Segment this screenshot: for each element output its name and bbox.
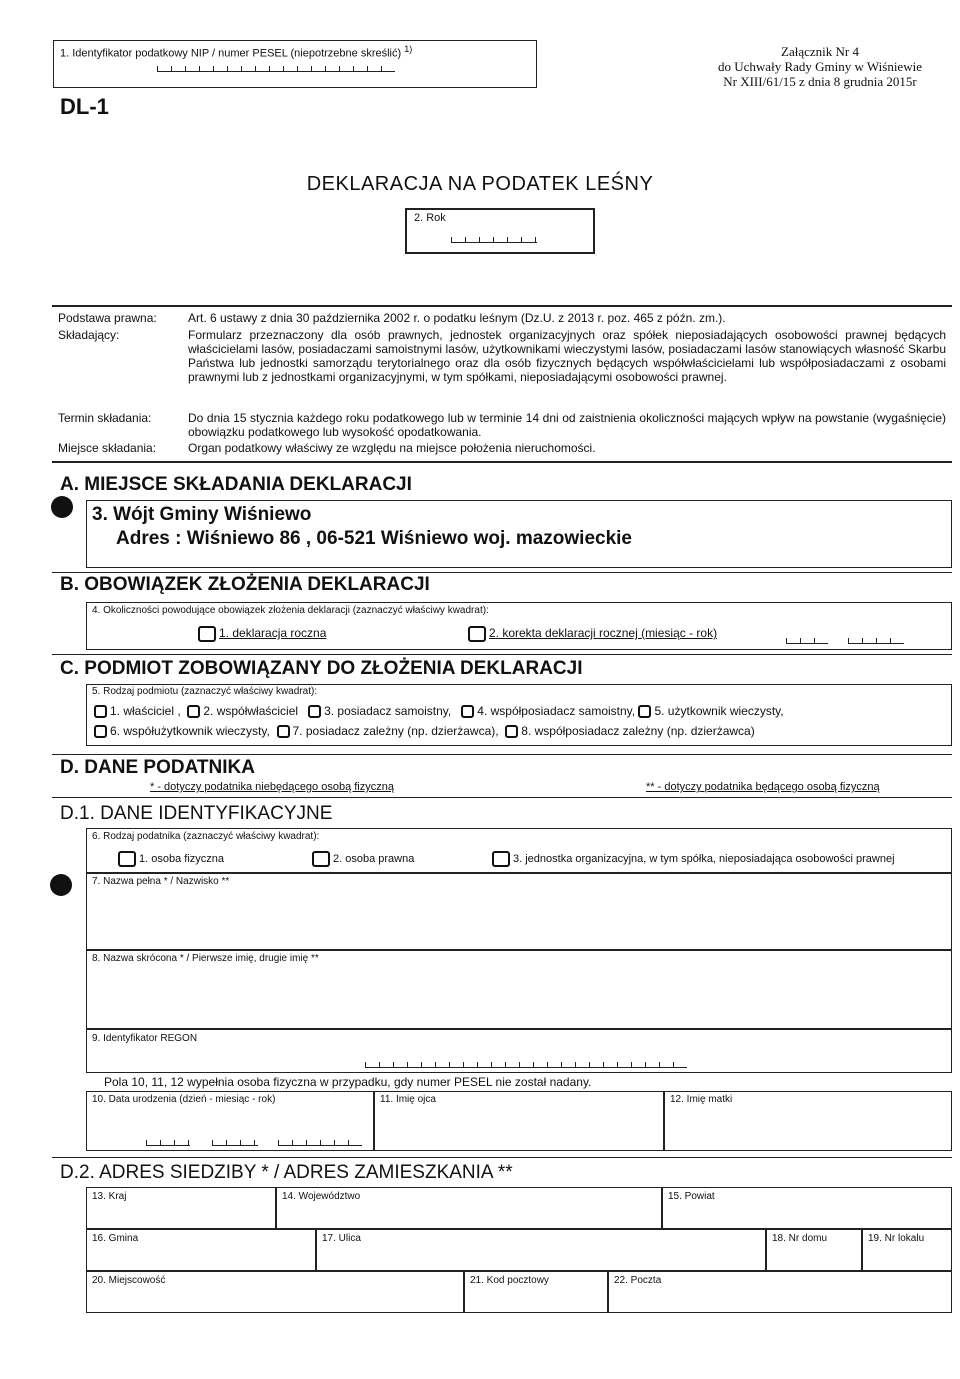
checkbox-owner[interactable] [94,705,107,718]
type-legal[interactable] [312,851,414,867]
nip-footnote: 1) [404,44,413,54]
page-title: DEKLARACJA NA PODATEK LEŚNY [306,173,654,195]
type-organization[interactable] [492,851,895,867]
checkbox-co-dependent-possessor[interactable] [505,725,518,738]
termin-text: Do dnia 15 stycznia każdego roku podatkowego lub w terminie 14 dni od zaistnienia okoliczności mających wpływ na powstanie (wygaśnięcie) obowiązku podatkowego lub wysokość opodatkowania. [188,411,946,439]
year-input[interactable] [451,237,537,243]
section-c-title: C. PODMIOT ZOBOWIĄZANY DO ZŁOŻENIA DEKLARACJI [60,658,583,679]
note-legal-person: * - dotyczy podatnika niebędącego osobą fizyczną [150,781,394,793]
miejsce-label: Miejsce składania: [58,441,157,455]
co-dependent-possessor-label: 8. współposiadacz zależny (np. dzierżawca) [521,724,755,738]
checkbox-possessor[interactable] [308,705,321,718]
legal-bottom-rule [52,461,952,463]
birth-day-input[interactable] [146,1140,190,1146]
section-b-title: B. OBOWIĄZEK ZŁOŻENIA DEKLARACJI [60,574,430,595]
field4-label: 4. Okoliczności powodujące obowiązek złożenia deklaracji (zaznaczyć właściwy kwadrat): [92,605,489,616]
field14-label: 14. Województwo [282,1191,361,1202]
field21-label: 21. Kod pocztowy [470,1275,549,1286]
organization-label: 3. jednostka organizacyjna, w tym spółka, nieposiadająca osobowości prawnej [513,852,895,865]
natural-person-label: 1. osoba fizyczna [139,852,224,865]
field8-label: 8. Nazwa skrócona * / Pierwsze imię, drugie imię ** [92,953,319,964]
field13-label: 13. Kraj [92,1191,127,1202]
nip-input[interactable] [157,66,395,72]
field17-label: 17. Ulica [322,1233,361,1244]
field11-label: 11. Imię ojca [380,1094,436,1105]
checkbox-annual[interactable] [198,626,216,642]
year-label: 2. Rok [414,212,446,224]
checkbox-correction[interactable] [468,626,486,642]
checkbox-co-perpetual-user[interactable] [94,725,107,738]
co-perpetual-user-label: 6. współużytkownik wieczysty, [110,724,270,738]
termin-label: Termin składania: [58,411,152,425]
d1-rule [52,797,952,798]
annex-note [700,44,940,89]
field6-label: 6. Rodzaj podatnika (zaznaczyć właściwy kwadrat): [92,831,320,842]
field17-box[interactable] [316,1229,766,1271]
option-correction-label: 2. korekta deklaracji rocznej (miesiąc - rok) [489,626,718,641]
correction-year-input[interactable] [848,638,904,644]
d2-title: D.2. ADRES SIEDZIBY * / ADRES ZAMIESZKANIA ** [60,1162,513,1183]
field20-label: 20. Miejscowość [92,1275,166,1286]
subject-row-2 [94,724,755,738]
checkbox-natural-person[interactable] [118,851,136,867]
podstawa-text: Art. 6 ustawy z dnia 30 października 2002 r. o podatku leśnym (Dz.U. z 2013 r. poz. 465 z późn. zm.). [188,311,726,325]
option-correction[interactable] [468,626,717,642]
field18-label: 18. Nr domu [772,1233,828,1244]
legal-top-rule [52,305,952,307]
section-a-title: A. MIEJSCE SKŁADANIA DEKLARACJI [60,474,412,495]
field5-label: 5. Rodzaj podmiotu (zaznaczyć właściwy kwadrat): [92,686,318,697]
section-d-rule [52,754,952,755]
office-name [92,504,311,526]
field9-label: 9. Identyfikator REGON [92,1033,198,1044]
punch-hole-icon [51,496,73,518]
annex-line-2: do Uchwały Rady Gminy w Wiśniewie [718,59,922,74]
co-possessor-label: 4. współposiadacz samoistny, [477,704,636,718]
section-b-rule [52,572,952,573]
subject-row-1 [94,704,784,718]
field22-label: 22. Poczta [614,1275,662,1286]
section-d-title: D. DANE PODATNIKA [60,757,255,778]
section-c-rule [52,654,952,655]
checkbox-dependent-possessor[interactable] [277,725,290,738]
option-annual-label: 1. deklaracja roczna [219,626,327,641]
birth-year-input[interactable] [278,1140,362,1146]
correction-month-input[interactable] [786,638,828,644]
annex-line-1: Załącznik Nr 4 [781,44,859,59]
miejsce-text: Organ podatkowy właściwy ze względu na miejsce położenia nieruchomości. [188,441,596,455]
legal-person-label: 2. osoba prawna [333,852,415,865]
option-annual[interactable] [198,626,326,642]
dependent-possessor-label: 7. posiadacz zależny (np. dzierżawca), [292,724,499,738]
office-name-text: 3. Wójt Gminy Wiśniewo [92,504,312,525]
co-owner-label: 2. współwłaściciel [203,704,299,718]
checkbox-legal-person[interactable] [312,851,330,867]
owner-label: 1. właściciel , [110,704,181,718]
field7-label: 7. Nazwa pełna * / Nazwisko ** [92,876,230,887]
d2-rule [52,1157,952,1158]
nip-label-text: 1. Identyfikator podatkowy NIP / numer PESEL (niepotrzebne skreślić) [60,47,402,60]
note-natural-person: ** - dotyczy podatnika będącego osobą fizyczną [646,781,880,793]
type-natural[interactable] [118,851,224,867]
checkbox-perpetual-user[interactable] [638,705,651,718]
office-address: Adres : Wiśniewo 86 , 06-521 Wiśniewo woj. mazowieckie [116,528,632,549]
field19-label: 19. Nr lokalu [868,1233,925,1244]
regon-input[interactable] [365,1062,687,1068]
field16-label: 16. Gmina [92,1233,139,1244]
skladajacy-label: Składający: [58,328,120,342]
skladajacy-text: Formularz przeznaczony dla osób prawnych, jednostek organizacyjnych oraz spółek nieposiadających osobowości prawnej będących właścicielami lasów, posiadaczami samoistnymi lasów, użytkownikami wieczystymi lasów, posiadaczami lasów stanowiących własność Skarbu Państwa lub jednostki samorządu terytorialnego oraz dla osób fizycznych będących współwłaścicielami lub współposiadaczami z osobami prawnymi lub z jednostkami organizacyjnymi, w tym spółkami, nieposiadającymi osobowości prawnej. [188,328,946,384]
perpetual-user-label: 5. użytkownik wieczysty, [654,704,784,718]
possessor-label: 3. posiadacz samoistny, [324,704,452,718]
d1-title: D.1. DANE IDENTYFIKACYJNE [60,803,333,824]
podstawa-label: Podstawa prawna: [58,311,157,325]
pola-note: Pola 10, 11, 12 wypełnia osoba fizyczna w przypadku, gdy numer PESEL nie został nadany. [104,1075,592,1089]
field10-label: 10. Data urodzenia (dzień - miesiąc - rok) [92,1094,276,1105]
field15-label: 15. Powiat [668,1191,715,1202]
annex-line-3: Nr XIII/61/15 z dnia 8 grudnia 2015r [723,74,917,89]
field12-label: 12. Imię matki [670,1094,733,1105]
checkbox-co-owner[interactable] [187,705,200,718]
punch-hole-icon-2 [50,874,72,896]
checkbox-co-possessor[interactable] [461,705,474,718]
form-code: DL-1 [60,94,109,119]
birth-month-input[interactable] [212,1140,258,1146]
nip-label [60,44,412,60]
checkbox-organization[interactable] [492,851,510,867]
